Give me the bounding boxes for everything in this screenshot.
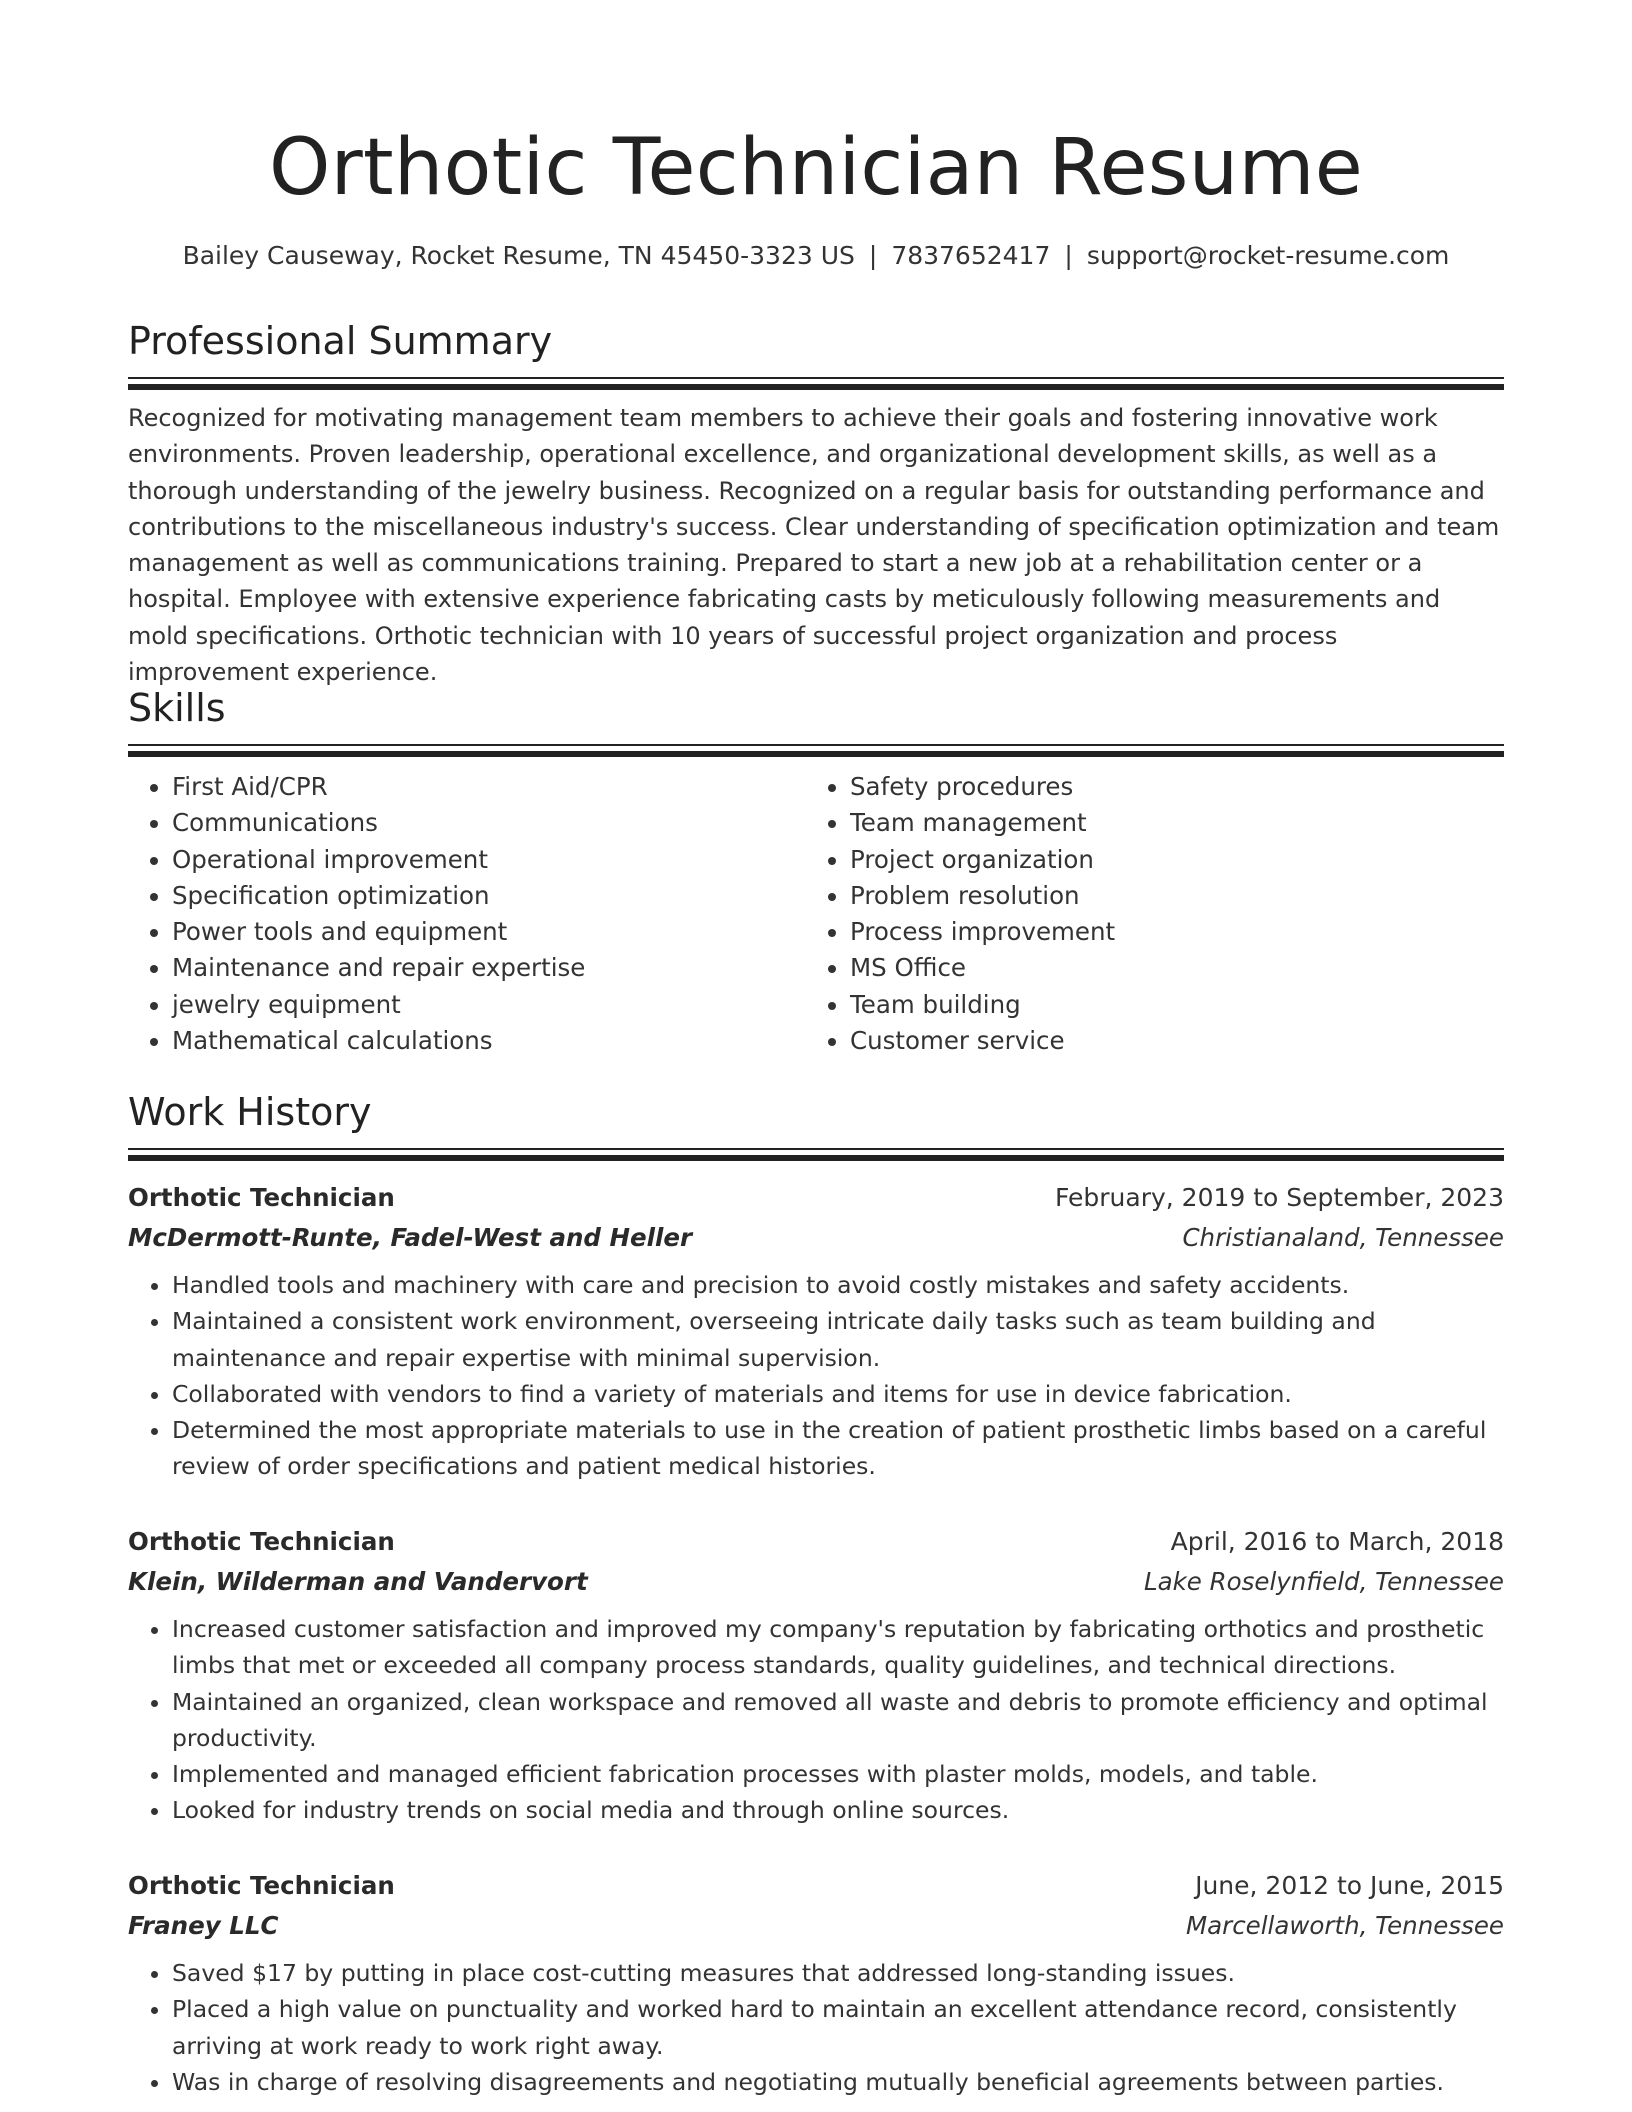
contact-separator: | [868, 241, 878, 270]
job-company: McDermott-Runte, Fadel-West and Heller [128, 1223, 693, 1252]
skill-item: • jewelry equipment [172, 987, 806, 1023]
job-company: Franey LLC [128, 1911, 279, 1940]
contact-phone: 7837652417 [891, 241, 1051, 270]
skill-item: • Project organization [850, 842, 1484, 878]
section-heading: Work History [128, 1090, 372, 1134]
job-entry [128, 1866, 1504, 2100]
job-bullets [128, 1267, 1504, 1485]
resume-title: Orthotic Technician Resume [268, 123, 1364, 213]
summary-text: Recognized for motivating management team members to achieve their goals and fostering innovative work environments. Proven leadership, operational excellence, and organizational development skills, as well as a thorough understanding of the jewelry business. Recognized on a regular basis for outstanding performance and contributions to the miscellaneous industry's success. Clear understanding of specification optimization and team management as well as communications training. Prepared to start a new job at a rehabilitation center or a hospital. Employee with extensive experience fabricating casts by meticulously following measurements and mold specifications. Orthotic technician with 10 years of successful project organization and process improvement experience. [128, 404, 1500, 687]
skill-item: • Problem resolution [850, 878, 1484, 914]
job-dates: April, 2016 to March, 2018 [1170, 1527, 1504, 1556]
job-bullet: • Determined the most appropriate materials to use in the creation of patient prosthetic limbs based on a careful review of order specifications and patient medical histories. [172, 1412, 1504, 1485]
skill-item: • Power tools and equipment [172, 914, 806, 950]
skill-item: • Mathematical calculations [172, 1023, 806, 1059]
section-heading: Skills [128, 686, 226, 730]
job-location: Lake Roselynfield, Tennessee [1143, 1567, 1504, 1596]
job-title: Orthotic Technician [128, 1871, 395, 1900]
section-divider [128, 377, 1504, 390]
job-location: Christianaland, Tennessee [1182, 1223, 1504, 1252]
contact-address: Bailey Causeway, Rocket Resume, TN 45450-3323 US [182, 241, 855, 270]
job-title: Orthotic Technician [128, 1183, 395, 1212]
contact-line [128, 238, 1504, 274]
job-bullets [128, 1955, 1504, 2100]
job-dates: June, 2012 to June, 2015 [1195, 1871, 1504, 1900]
skill-item: • Team management [850, 805, 1484, 841]
job-title: Orthotic Technician [128, 1527, 395, 1556]
job-dates: February, 2019 to September, 2023 [1055, 1183, 1504, 1212]
section-divider [128, 744, 1504, 757]
skill-item: • Operational improvement [172, 842, 806, 878]
section-heading: Professional Summary [128, 319, 553, 363]
section-divider [128, 1148, 1504, 1161]
job-bullet: • Increased customer satisfaction and improved my company's reputation by fabricating orthotics and prosthetic limbs that met or exceeded all company process standards, quality guidelines, and technical directions. [172, 1611, 1504, 1684]
skill-item: • Team building [850, 987, 1484, 1023]
skill-item: • MS Office [850, 950, 1484, 986]
skill-item: • Maintenance and repair expertise [172, 950, 806, 986]
skill-item: • First Aid/CPR [172, 769, 806, 805]
job-entry [128, 1178, 1504, 1485]
job-bullet: • Placed a high value on punctuality and worked hard to maintain an excellent attendance record, consistently arriving at work ready to work right away. [172, 1991, 1504, 2064]
contact-email[interactable]: support@rocket-resume.com [1086, 241, 1450, 270]
job-bullet: • Saved $17 by putting in place cost-cutting measures that addressed long-standing issues. [172, 1955, 1504, 1991]
job-bullet: • Implemented and managed efficient fabrication processes with plaster molds, models, and table. [172, 1756, 1504, 1792]
skill-item: • Process improvement [850, 914, 1484, 950]
job-location: Marcellaworth, Tennessee [1185, 1911, 1504, 1940]
skill-item: • Customer service [850, 1023, 1484, 1059]
skill-item: • Specification optimization [172, 878, 806, 914]
job-bullet: • Looked for industry trends on social media and through online sources. [172, 1792, 1504, 1828]
job-bullet: • Handled tools and machinery with care and precision to avoid costly mistakes and safety accidents. [172, 1267, 1504, 1303]
skills-columns [128, 769, 1504, 1059]
job-bullet: • Was in charge of resolving disagreements and negotiating mutually beneficial agreements between parties. [172, 2064, 1504, 2100]
contact-separator: | [1064, 241, 1073, 270]
skills-list-left [128, 769, 806, 1059]
job-bullet: • Maintained a consistent work environment, overseeing intricate daily tasks such as team building and maintenance and repair expertise with minimal supervision. [172, 1303, 1504, 1376]
skill-item: • Safety procedures [850, 769, 1484, 805]
job-bullet: • Collaborated with vendors to find a variety of materials and items for use in device fabrication. [172, 1376, 1504, 1412]
skills-list-right [806, 769, 1484, 1059]
section-work-history [128, 1087, 1504, 1161]
job-entry [128, 1522, 1504, 1829]
job-company: Klein, Wilderman and Vandervort [128, 1567, 588, 1596]
section-professional-summary [128, 316, 1504, 690]
skill-item: • Communications [172, 805, 806, 841]
section-skills [128, 683, 1504, 1059]
job-bullets [128, 1611, 1504, 1829]
job-bullet: • Maintained an organized, clean workspace and removed all waste and debris to promote efficiency and optimal productivity. [172, 1684, 1504, 1757]
